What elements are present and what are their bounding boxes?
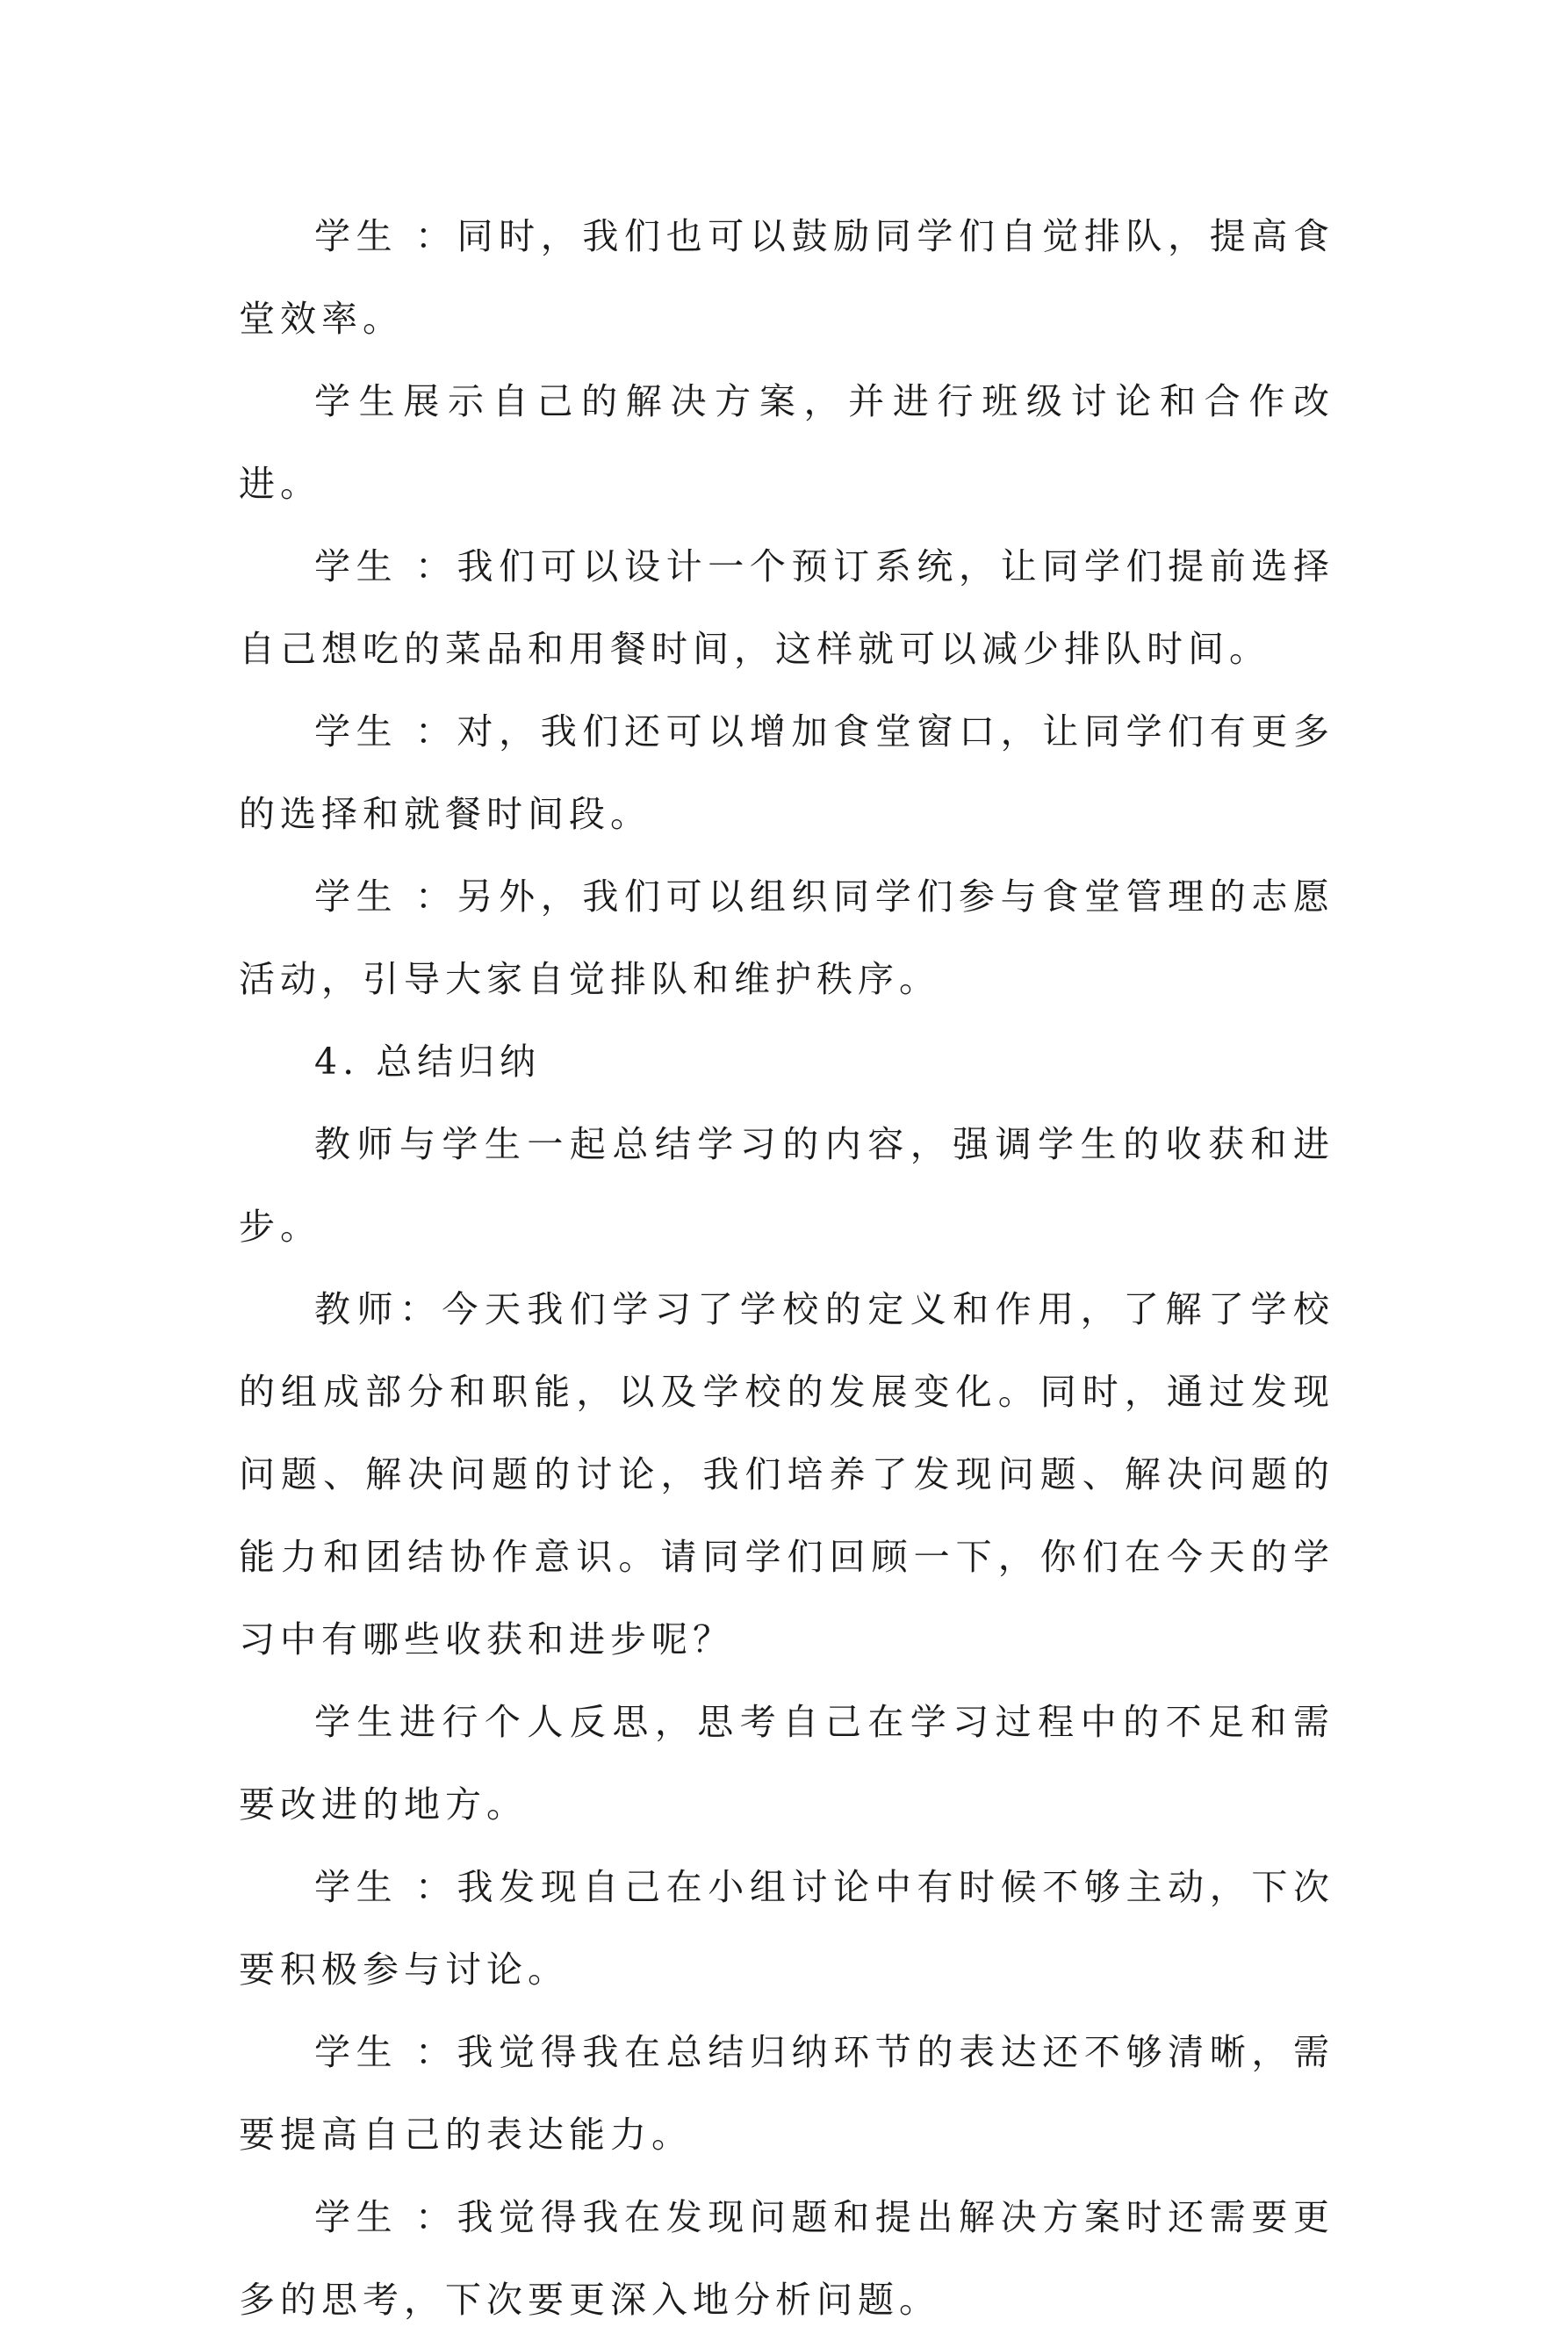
paragraph: 教师：今天我们学习了学校的定义和作用，了解了学校的组成部分和职能，以及学校的发展变化。同时，通过发现问题、解决问题的讨论，我们培养了发现问题、解决问题的能力和团结协作意识。请同学们回顾一下，你们在今天的学习中有哪些收获和进步呢？ — [239, 1288, 1334, 1660]
paragraph: 学生 ：我觉得我在总结归纳环节的表达还不够清晰，需要提高自己的表达能力。 — [239, 2031, 1334, 2156]
paragraph: 学生进行个人反思，思考自己在学习过程中的不足和需要改进的地方。 — [239, 1701, 1334, 1826]
paragraph: 教师与学生一起总结学习的内容，强调学生的收获和进步。 — [239, 1123, 1334, 1248]
section-heading: 4. 总结归纳 — [314, 1041, 542, 1083]
paragraph: 学生 ：我们可以设计一个预订系统，让同学们提前选择自己想吃的菜品和用餐时间，这样就可以减少排队时间。 — [239, 545, 1334, 670]
paragraph: 学生 ：我发现自己在小组讨论中有时候不够主动，下次要积极参与讨论。 — [239, 1866, 1334, 1991]
document-body — [239, 195, 1334, 2341]
paragraph: 学生 ：另外，我们可以组织同学们参与食堂管理的志愿活动，引导大家自觉排队和维护秩序。 — [239, 875, 1334, 1000]
paragraph: 学生 ：同时，我们也可以鼓励同学们自觉排队，提高食堂效率。 — [239, 215, 1334, 340]
paragraph: 学生 ：对，我们还可以增加食堂窗口，让同学们有更多的选择和就餐时间段。 — [239, 710, 1334, 835]
paragraph: 学生展示自己的解决方案，并进行班级讨论和合作改进。 — [239, 380, 1334, 505]
paragraph: 学生 ：我觉得我在发现问题和提出解决方案时还需要更多的思考，下次要更深入地分析问题。 — [239, 2196, 1334, 2321]
